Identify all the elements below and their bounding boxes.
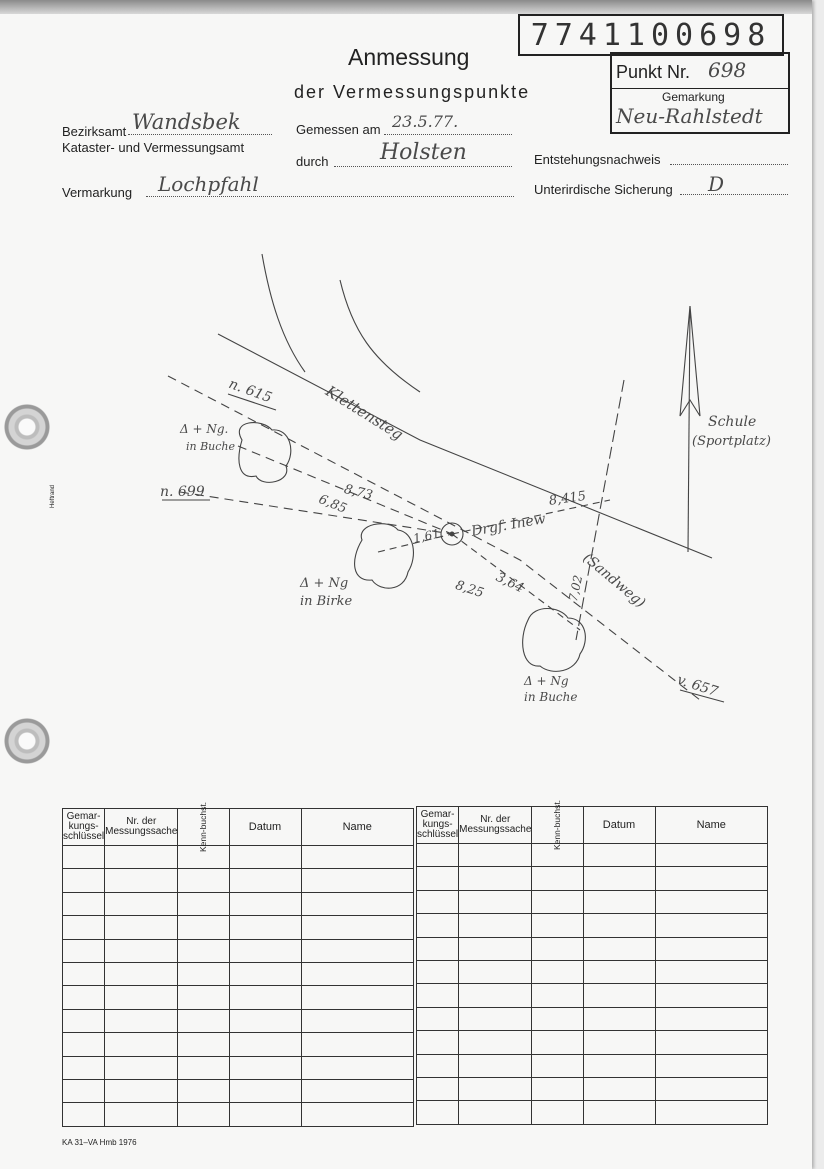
- table-cell: [417, 1054, 459, 1077]
- tree-buche-1: [239, 423, 291, 483]
- table-cell: [655, 844, 768, 867]
- table-cell: [105, 1079, 178, 1102]
- header-nr: Nr. der Messungssache: [105, 809, 178, 846]
- table-cell: [459, 890, 532, 913]
- form-subtitle: der Vermessungspunkte: [294, 82, 531, 102]
- table-row: [63, 916, 414, 939]
- table-cell: [532, 914, 583, 937]
- table-cell: [301, 1103, 414, 1126]
- table-cell: [532, 867, 583, 890]
- table-row: [417, 914, 768, 937]
- boundary-line: [576, 380, 624, 640]
- table-cell: [532, 890, 583, 913]
- table-cell: [417, 890, 459, 913]
- table-cell: [229, 962, 301, 985]
- vermarkung-value: Lochpfahl: [158, 172, 259, 196]
- table-row: [63, 1033, 414, 1056]
- table-cell: [459, 937, 532, 960]
- table-cell: [229, 846, 301, 869]
- line-699: [180, 492, 452, 534]
- table-cell: [532, 1007, 583, 1030]
- table-cell: [105, 939, 178, 962]
- label-dist-161: 1,61: [412, 526, 442, 546]
- gemessen-label: Gemessen am: [296, 122, 381, 137]
- table-cell: [229, 1056, 301, 1079]
- table-cell: [105, 962, 178, 985]
- label-point-657: v. 657: [675, 672, 720, 701]
- punkt-value: 698: [708, 58, 747, 82]
- table-cell: [105, 916, 178, 939]
- label-point-699: n. 699: [160, 484, 205, 500]
- table-cell: [63, 846, 105, 869]
- table-cell: [655, 1007, 768, 1030]
- table-cell: [229, 939, 301, 962]
- table-cell: [459, 1101, 532, 1124]
- table-cell: [229, 1033, 301, 1056]
- table-cell: [301, 1009, 414, 1032]
- table-cell: [63, 1009, 105, 1032]
- table-cell: [229, 916, 301, 939]
- label-tree1-b: in Buche: [186, 440, 236, 453]
- header-nr: Nr. der Messungssache: [459, 807, 532, 844]
- table-cell: [655, 960, 768, 983]
- table-row: [63, 1009, 414, 1032]
- table-cell: [655, 937, 768, 960]
- punkt-label: Punkt Nr.: [616, 62, 691, 82]
- station-dot: [450, 532, 454, 536]
- table-cell: [417, 984, 459, 1007]
- table-row: [417, 1054, 768, 1077]
- table-cell: [417, 1101, 459, 1124]
- table-row: [417, 1077, 768, 1100]
- label-tree1-a: Δ + Ng.: [180, 422, 229, 436]
- table-cell: [63, 1103, 105, 1126]
- table-cell: [63, 869, 105, 892]
- table-row: [63, 986, 414, 1009]
- label-tree2-b: in Birke: [300, 594, 353, 609]
- table-cell: [301, 846, 414, 869]
- table-cell: [532, 1054, 583, 1077]
- header-kenn: Kenn-buchst.: [178, 809, 229, 846]
- table-cell: [63, 1033, 105, 1056]
- table-cell: [532, 1031, 583, 1054]
- table-cell: [178, 939, 229, 962]
- table-row: [417, 867, 768, 890]
- table-cell: [105, 1009, 178, 1032]
- table-cell: [63, 962, 105, 985]
- table-cell: [417, 844, 459, 867]
- table-row: [417, 844, 768, 867]
- table-cell: [583, 867, 655, 890]
- table-row: [417, 890, 768, 913]
- label-klettensteg: Klettensteg: [322, 382, 407, 444]
- table-cell: [655, 1054, 768, 1077]
- table-cell: [178, 1009, 229, 1032]
- header-datum: Datum: [583, 807, 655, 844]
- table-row: [63, 892, 414, 915]
- table-cell: [178, 916, 229, 939]
- table-cell: [105, 1056, 178, 1079]
- label-tree3-b: in Buche: [524, 690, 578, 704]
- table-cell: [532, 937, 583, 960]
- table-cell: [417, 867, 459, 890]
- table-cell: [105, 1103, 178, 1126]
- table-cell: [655, 890, 768, 913]
- table-cell: [459, 1077, 532, 1100]
- table-cell: [229, 986, 301, 1009]
- table-cell: [655, 1101, 768, 1124]
- table-cell: [532, 984, 583, 1007]
- table-cell: [63, 892, 105, 915]
- table-cell: [583, 1031, 655, 1054]
- table-cell: [583, 914, 655, 937]
- label-tree3-a: Δ + Ng: [524, 674, 569, 688]
- table-row: [417, 937, 768, 960]
- gemessen-value: 23.5.77.: [392, 112, 459, 131]
- header-gemarkung: Gemar-kungs-schlüssel: [63, 809, 105, 846]
- table-cell: [583, 960, 655, 983]
- kataster-label: Kataster- und Vermessungsamt: [62, 140, 245, 155]
- table-row: [63, 869, 414, 892]
- table-cell: [417, 1031, 459, 1054]
- table-cell: [105, 892, 178, 915]
- table-cell: [301, 892, 414, 915]
- label-tree2-a: Δ + Ng: [300, 576, 349, 591]
- label-dist-873: 8,73: [342, 482, 375, 504]
- table-cell: [105, 869, 178, 892]
- table-cell: [417, 937, 459, 960]
- table-row: [417, 984, 768, 1007]
- table-cell: [301, 869, 414, 892]
- durch-label: durch: [296, 154, 329, 169]
- table-cell: [459, 1007, 532, 1030]
- label-sandweg: (Sandweg): [579, 550, 649, 612]
- table-cell: [532, 1101, 583, 1124]
- label-station: Drgf. Inew: [470, 510, 547, 540]
- header-gemarkung: Gemar-kungs-schlüssel: [417, 807, 459, 844]
- table-cell: [583, 1054, 655, 1077]
- table-row: [417, 1101, 768, 1124]
- table-cell: [178, 1103, 229, 1126]
- gemarkung-value: Neu-Rahlstedt: [616, 104, 763, 128]
- label-sportplatz: (Sportplatz): [692, 434, 771, 449]
- table-cell: [178, 892, 229, 915]
- table-cell: [301, 939, 414, 962]
- street-edge-upper: [218, 334, 712, 558]
- table-row: [63, 962, 414, 985]
- table-cell: [532, 1077, 583, 1100]
- table-cell: [63, 986, 105, 1009]
- label-dist-685: 6,85: [316, 492, 349, 517]
- form-title: Anmessung: [348, 44, 470, 70]
- street-curve-left: [262, 254, 305, 372]
- table-cell: [459, 984, 532, 1007]
- table-cell: [301, 1033, 414, 1056]
- label-dist-8415: 8,415: [548, 488, 587, 509]
- unterirdisch-value: D: [708, 172, 725, 196]
- table-row: [417, 1007, 768, 1030]
- table-cell: [105, 1033, 178, 1056]
- street-curve-right: [340, 280, 420, 392]
- label-dist-364: 3,64: [493, 570, 527, 597]
- table-row: [417, 960, 768, 983]
- table-row: [63, 1103, 414, 1126]
- table-cell: [459, 1031, 532, 1054]
- table-cell: [417, 960, 459, 983]
- table-cell: [178, 1079, 229, 1102]
- table-cell: [655, 984, 768, 1007]
- table-cell: [583, 937, 655, 960]
- table-cell: [63, 1079, 105, 1102]
- table-cell: [417, 1077, 459, 1100]
- table-row: [63, 1079, 414, 1102]
- vermarkung-label: Vermarkung: [62, 185, 133, 200]
- table-cell: [417, 914, 459, 937]
- table-cell: [301, 986, 414, 1009]
- gemarkung-label: Gemarkung: [662, 90, 725, 104]
- label-dist-702: 7,02: [566, 573, 586, 603]
- table-cell: [229, 892, 301, 915]
- table-cell: [63, 916, 105, 939]
- table-cell: [63, 939, 105, 962]
- table-cell: [655, 867, 768, 890]
- header-kenn: Kenn-buchst.: [532, 807, 583, 844]
- header-name: Name: [301, 809, 414, 846]
- tree-birke: [355, 524, 414, 589]
- unterirdisch-label: Unterirdische Sicherung: [534, 182, 673, 197]
- table-cell: [655, 1031, 768, 1054]
- header-name: Name: [655, 807, 768, 844]
- table-cell: [63, 1056, 105, 1079]
- table-row: [63, 1056, 414, 1079]
- id-number: 7741100698: [530, 17, 772, 53]
- table-cell: [178, 1056, 229, 1079]
- entstehung-label: Entstehungsnachweis: [534, 152, 661, 167]
- header-datum: Datum: [229, 809, 301, 846]
- table-cell: [583, 1007, 655, 1030]
- table-cell: [229, 1009, 301, 1032]
- margin-label: Heftrand: [50, 484, 56, 508]
- label-point-615: n. 615: [226, 376, 274, 407]
- table-cell: [178, 869, 229, 892]
- form-code: KA 31–VA Hmb 1976: [62, 1138, 137, 1147]
- table-cell: [532, 960, 583, 983]
- table-cell: [655, 914, 768, 937]
- table-cell: [583, 1077, 655, 1100]
- table-cell: [301, 1079, 414, 1102]
- table-row: [63, 939, 414, 962]
- table-cell: [459, 914, 532, 937]
- table-cell: [105, 846, 178, 869]
- table-cell: [459, 1054, 532, 1077]
- table-cell: [583, 890, 655, 913]
- table-cell: [178, 986, 229, 1009]
- label-schule: Schule: [708, 414, 757, 430]
- table-cell: [301, 916, 414, 939]
- table-cell: [459, 867, 532, 890]
- table-cell: [178, 1033, 229, 1056]
- table-cell: [105, 986, 178, 1009]
- table-cell: [178, 962, 229, 985]
- label-dist-825: 8,25: [453, 578, 486, 602]
- table-row: [417, 1031, 768, 1054]
- table-cell: [301, 962, 414, 985]
- table-cell: [583, 984, 655, 1007]
- table-cell: [229, 869, 301, 892]
- table-cell: [459, 844, 532, 867]
- north-arrow-shaft: [688, 306, 690, 552]
- table-cell: [459, 960, 532, 983]
- table-cell: [583, 1101, 655, 1124]
- durch-value: Holsten: [380, 140, 467, 165]
- table-cell: [301, 1056, 414, 1079]
- bezirksamt-value: Wandsbek: [132, 110, 241, 134]
- table-row: [63, 846, 414, 869]
- table-cell: [229, 1079, 301, 1102]
- table-cell: [417, 1007, 459, 1030]
- table-cell: [229, 1103, 301, 1126]
- register-table-left: [62, 801, 414, 1127]
- bezirksamt-label: Bezirksamt: [62, 124, 127, 139]
- table-cell: [655, 1077, 768, 1100]
- table-cell: [583, 844, 655, 867]
- register-table-right: [416, 799, 768, 1125]
